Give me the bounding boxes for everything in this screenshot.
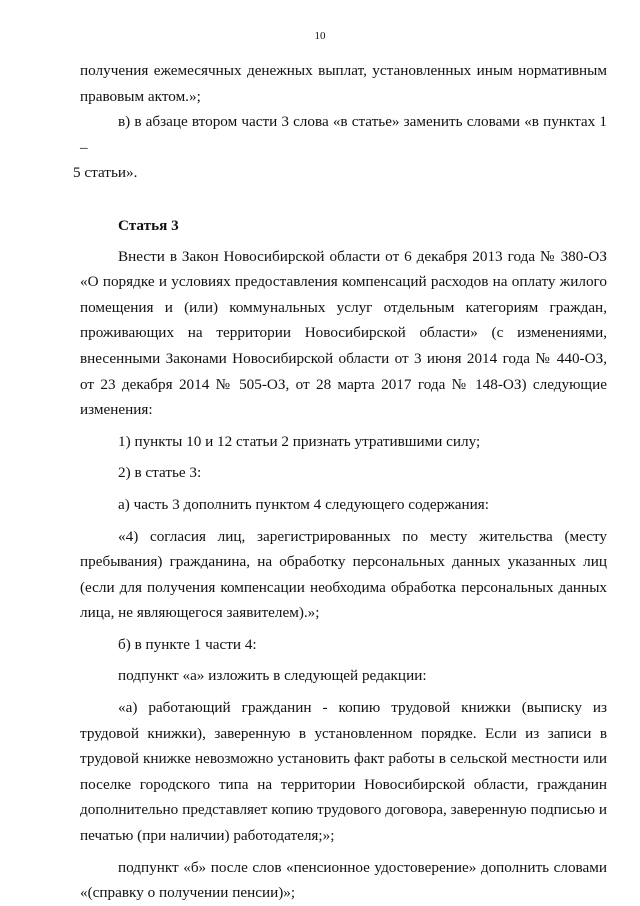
paragraph-article-intro: Внести в Закон Новосибирской области от 6 декабря 2013 года № 380-ОЗ «О порядке и условиях предоставления компенсаций расходов на оплату жилого помещения и (или) коммунальных услуг отдельным категориям граждан, проживающих на территории Новосибирской области» (с изменениями, внесенными Законами Новосибирской области от 3 июня 2014 года № 440-ОЗ, от 23 декабря 2014 № 505-ОЗ, от 28 марта 2017 года № 148-ОЗ) следующие изменения: (80, 247, 607, 419)
paragraph-item-v: в) в абзаце втором части 3 слова «в статье» заменить словами «в пунктах 1 – (80, 113, 607, 156)
paragraph-subitem-a: подпункт «а» изложить в следующей редакции: (118, 667, 427, 685)
page-number: 10 (314, 30, 326, 42)
paragraph-item-1: 1) пункты 10 и 12 статьи 2 признать утратившими силу; (118, 432, 481, 450)
paragraph-item-b: б) в пункте 1 части 4: (118, 635, 257, 653)
paragraph-item-2: 2) в статье 3: (118, 464, 202, 482)
paragraph-continuation: получения ежемесячных денежных выплат, установленных иным нормативным правовым актом.»; (80, 62, 607, 105)
paragraph-quote-4: «4) согласия лиц, зарегистрированных по месту жительства (месту пребывания) гражданина, на обработку персональных данных указанных лиц (если для получения компенсации необходима обработка персональных данных лица, не являющегося заявителем).»; (80, 527, 607, 622)
paragraph-subitem-b: подпункт «б» после слов «пенсионное удостоверение» дополнить словами «(справку о получении пенсии)»; (80, 858, 607, 902)
paragraph-quote-a: «а) работающий гражданин - копию трудовой книжки (выписку из трудовой книжки), заверенную в установленном порядке. Если из записи в трудовой книжке невозможно установить факт работы в сельской местности или поселке городского типа на территории Новосибирской области, гражданин дополнительно представляет копию трудового договора, заверенную подписью и печатью (при наличии) работодателя;»; (80, 699, 607, 845)
document-body (73, 58, 607, 906)
paragraph-item-v-end: 5 статьи». (73, 164, 138, 182)
article-heading: Статья 3 (118, 216, 179, 234)
paragraph-item-a: а) часть 3 дополнить пунктом 4 следующего содержания: (118, 495, 489, 513)
